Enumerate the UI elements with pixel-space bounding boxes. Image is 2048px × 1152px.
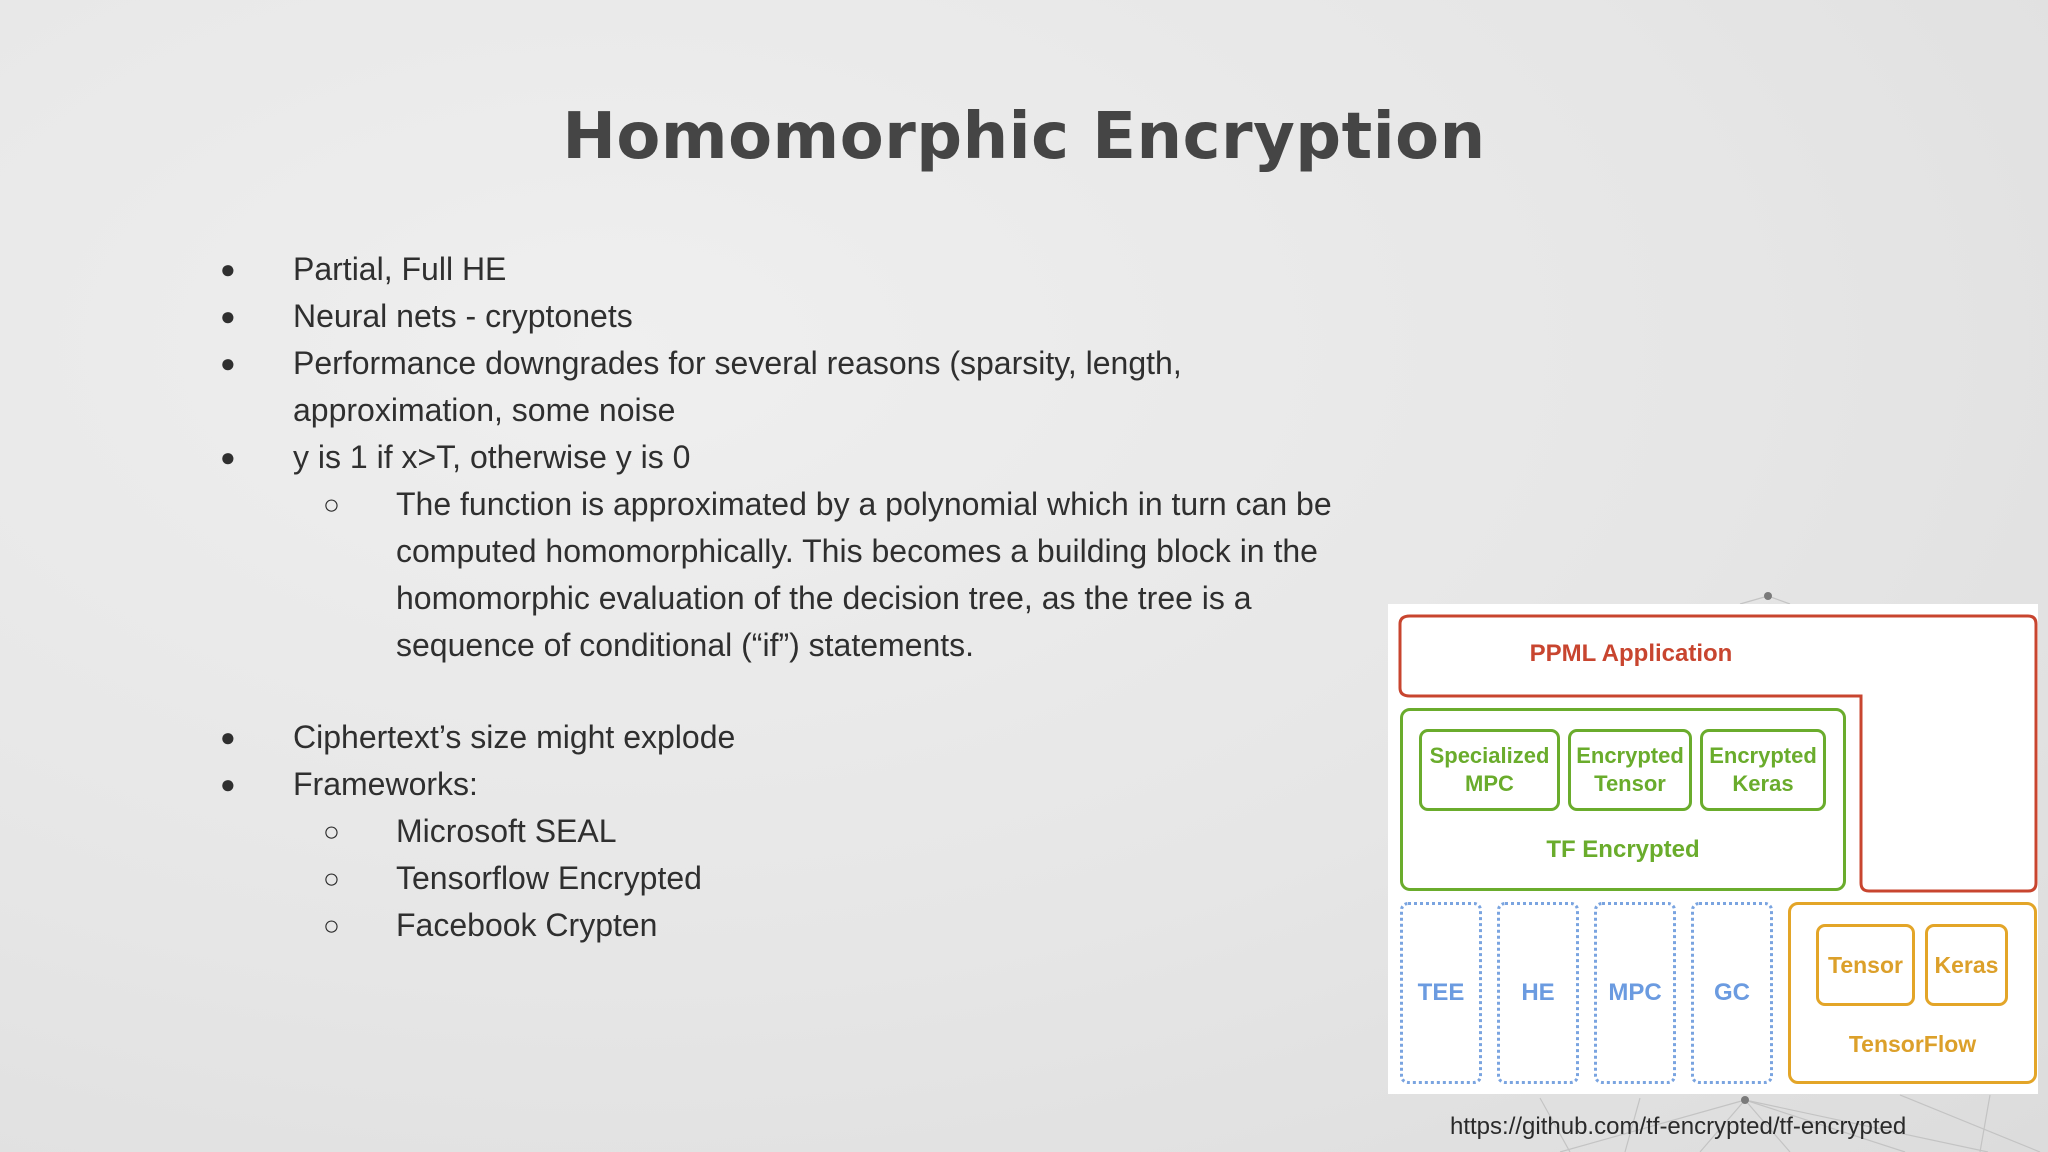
bullet-item (220, 434, 1350, 481)
bullet-marker: ● (220, 348, 236, 378)
bullet-marker: ● (220, 442, 236, 472)
encrypted-keras-line1: Encrypted (1709, 743, 1817, 768)
bullet-list (220, 246, 1350, 949)
bullet-text: Frameworks: (293, 766, 478, 802)
encrypted-tensor-box (1568, 729, 1692, 811)
bullet-marker: ● (220, 722, 236, 752)
bullet-text: Performance downgrades for several reasons (sparsity, length, approximation, some noise (293, 345, 1182, 428)
bullet-spacer (220, 669, 1350, 714)
tensor-box: Tensor (1816, 924, 1915, 1006)
sub-bullet-item (220, 902, 1350, 949)
sub-bullet-marker: ○ (323, 863, 340, 894)
protocol-gc-box: GC (1691, 902, 1773, 1084)
bullet-item (220, 714, 1350, 761)
bullet-item (220, 340, 1350, 434)
specialized-mpc-box (1419, 729, 1560, 811)
protocol-mpc-box: MPC (1594, 902, 1676, 1084)
bullet-marker: ● (220, 301, 236, 331)
bullet-item (220, 761, 1350, 808)
bullet-text: y is 1 if x>T, otherwise y is 0 (293, 439, 691, 475)
tf-encrypted-label: TF Encrypted (1546, 836, 1700, 863)
encrypted-keras-box (1700, 729, 1826, 811)
sub-bullet-text: Tensorflow Encrypted (396, 860, 702, 896)
encrypted-tensor-line1: Encrypted (1576, 743, 1684, 768)
sub-bullet-item (220, 855, 1350, 902)
bullet-text: Partial, Full HE (293, 251, 507, 287)
protocol-tee-box: TEE (1400, 902, 1482, 1084)
sub-bullet-item (220, 481, 1350, 669)
keras-box: Keras (1925, 924, 2008, 1006)
bullet-marker: ● (220, 254, 236, 284)
ppml-application-label: PPML Application (1529, 640, 1733, 667)
specialized-mpc-line2: MPC (1465, 771, 1514, 796)
protocol-he-box: HE (1497, 902, 1579, 1084)
sub-bullet-text: The function is approximated by a polynomial which in turn can be computed homomorphically. This becomes a building block in the homomorphic evaluation of the decision tree, as the tree is a sequence of conditional (“if”) statements. (396, 486, 1332, 663)
bullet-text: Neural nets - cryptonets (293, 298, 633, 334)
encrypted-keras-line2: Keras (1732, 771, 1794, 796)
tf-encrypted-architecture-figure (1388, 604, 2038, 1094)
tensorflow-label: TensorFlow (1848, 1031, 1977, 1057)
source-url: https://github.com/tf-encrypted/tf-encrypted (1450, 1113, 1907, 1140)
sub-bullet-text: Facebook Crypten (396, 907, 658, 943)
bullet-marker: ● (220, 769, 236, 799)
sub-bullet-marker: ○ (323, 816, 340, 847)
sub-bullet-marker: ○ (323, 489, 340, 520)
sub-bullet-item (220, 808, 1350, 855)
sub-bullet-marker: ○ (323, 910, 340, 941)
specialized-mpc-line1: Specialized (1429, 743, 1550, 768)
bullet-item (220, 293, 1350, 340)
bullet-item (220, 246, 1350, 293)
slide-title: Homomorphic Encryption (562, 100, 1486, 174)
bullet-text: Ciphertext’s size might explode (293, 719, 736, 755)
sub-bullet-text: Microsoft SEAL (396, 813, 617, 849)
encrypted-tensor-line2: Tensor (1594, 771, 1666, 796)
